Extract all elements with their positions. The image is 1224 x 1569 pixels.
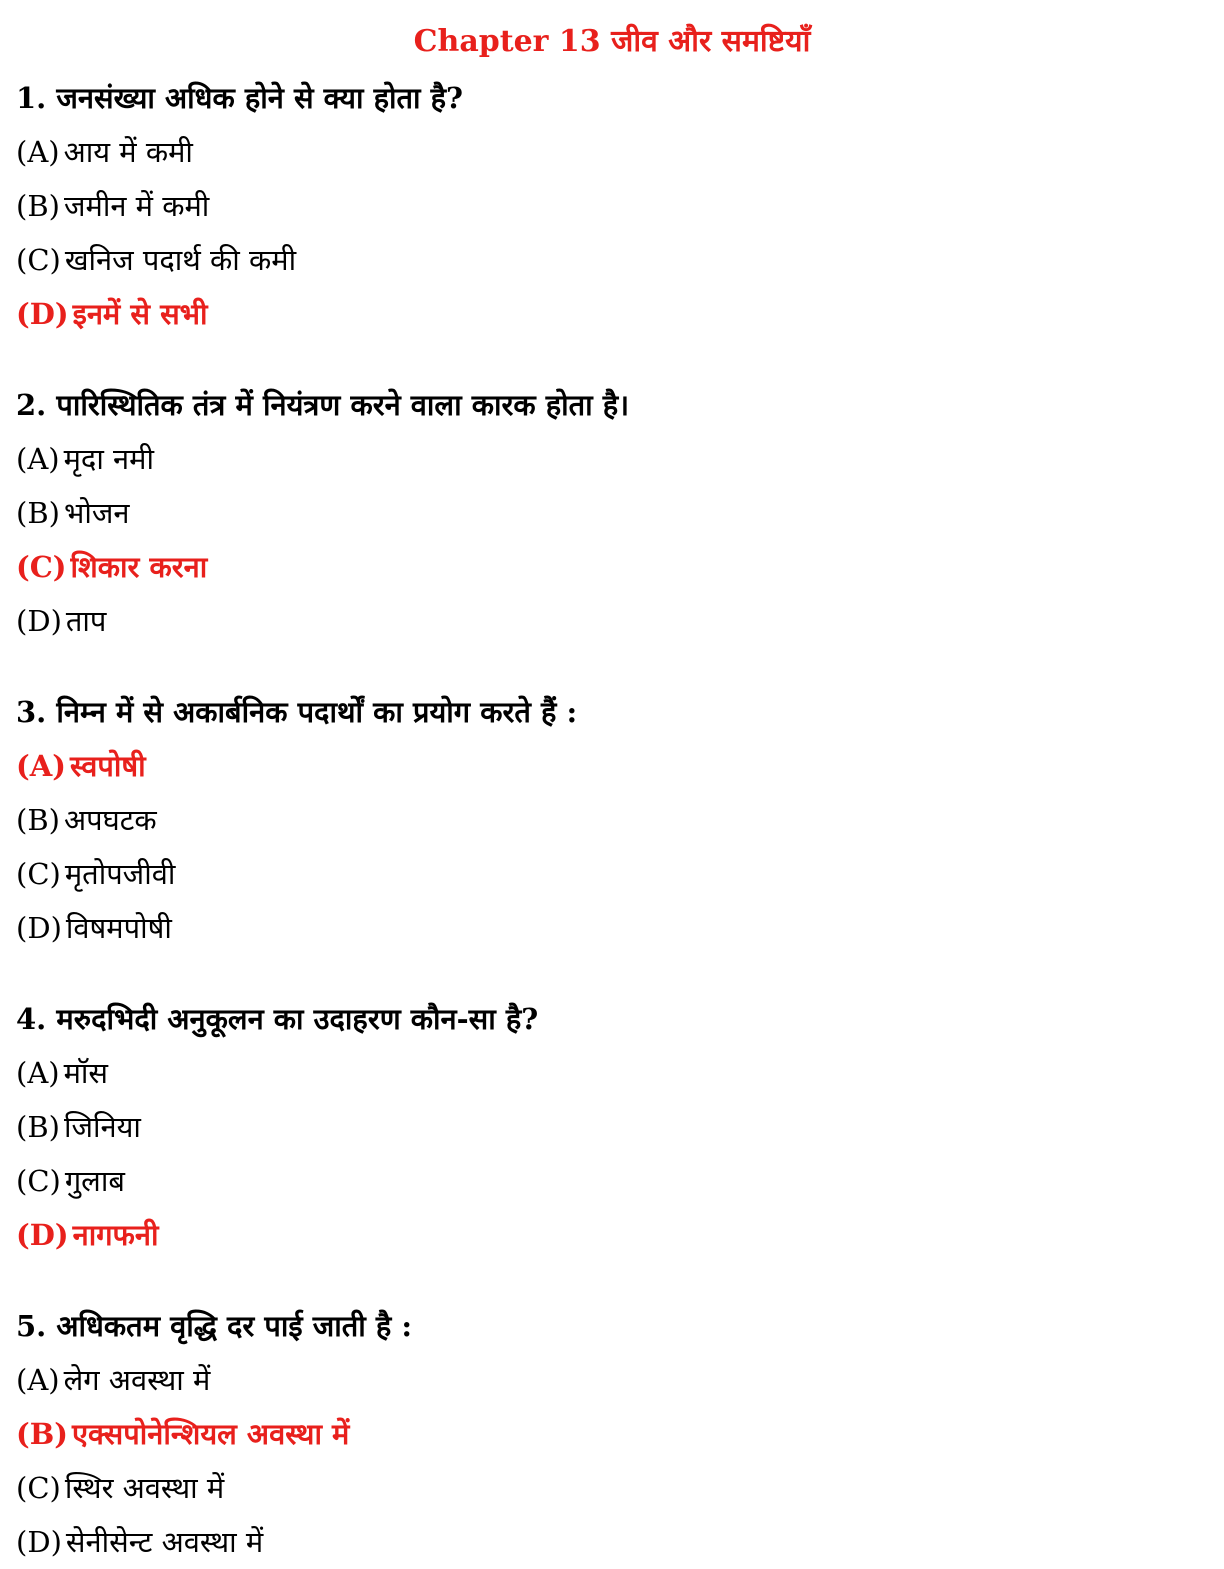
- option-letter: (C): [16, 1471, 61, 1505]
- option-text: सेनीसेन्ट अवस्था में: [65, 1525, 264, 1559]
- option-text: मॉस: [63, 1056, 109, 1090]
- option-letter: (B): [16, 803, 60, 837]
- option-a: [16, 1046, 1206, 1100]
- question-number: 5.: [16, 1309, 47, 1343]
- option-letter: (B): [16, 1110, 60, 1144]
- option-letter: (A): [16, 135, 60, 169]
- option-d: [16, 901, 1206, 955]
- option-text: स्थिर अवस्था में: [64, 1471, 225, 1505]
- question-label: जनसंख्या अधिक होने से क्या होता है?: [56, 81, 464, 115]
- question-label: मरुदभिदी अनुकूलन का उदाहरण कौन-सा है?: [56, 1002, 539, 1036]
- option-text: लेग अवस्था में: [63, 1363, 211, 1397]
- option-letter: (D): [16, 1525, 62, 1559]
- option-text: गुलाब: [64, 1164, 125, 1198]
- option-text: विषमपोषी: [65, 911, 172, 945]
- question-label: निम्न में से अकार्बनिक पदार्थों का प्रयोग करते हैं :: [56, 695, 578, 729]
- question-3: [16, 685, 1206, 955]
- option-d: [16, 1515, 1206, 1569]
- option-letter: (B): [16, 1417, 68, 1451]
- option-text: भोजन: [63, 496, 130, 530]
- option-b: [16, 1100, 1206, 1154]
- option-text: आय में कमी: [63, 135, 193, 169]
- option-a: [16, 1353, 1206, 1407]
- option-text: शिकार करना: [70, 550, 208, 584]
- option-text: ताप: [65, 604, 107, 638]
- option-letter: (A): [16, 1056, 60, 1090]
- question-number: 4.: [16, 1002, 47, 1036]
- option-c: [16, 1461, 1206, 1515]
- option-text: जमीन में कमी: [63, 189, 210, 223]
- option-letter: (B): [16, 189, 60, 223]
- option-text: अपघटक: [63, 803, 157, 837]
- correct-option-d: [16, 287, 1206, 341]
- option-letter: (D): [16, 604, 62, 638]
- question-text: [16, 1299, 1206, 1353]
- option-letter: (C): [16, 243, 61, 277]
- question-label: अधिकतम वृद्धि दर पाई जाती है :: [56, 1309, 413, 1343]
- question-text: [16, 992, 1206, 1046]
- correct-option-a: [16, 739, 1206, 793]
- option-letter: (A): [16, 442, 60, 476]
- option-letter: (C): [16, 857, 61, 891]
- option-text: मृदा नमी: [63, 442, 154, 476]
- option-c: [16, 1154, 1206, 1208]
- question-1: [16, 71, 1206, 341]
- question-4: [16, 992, 1206, 1262]
- correct-option-c: [16, 540, 1206, 594]
- option-letter: (A): [16, 1363, 60, 1397]
- option-text: इनमें से सभी: [72, 297, 208, 331]
- question-text: [16, 685, 1206, 739]
- correct-option-d: [16, 1208, 1206, 1262]
- option-text: मृतोपजीवी: [64, 857, 176, 891]
- question-5: [16, 1299, 1206, 1569]
- option-letter: (D): [16, 911, 62, 945]
- option-b: [16, 486, 1206, 540]
- option-a: [16, 125, 1206, 179]
- option-letter: (C): [16, 550, 67, 584]
- option-d: [16, 594, 1206, 648]
- page-title: Chapter 13 जीव और समष्टियाँ: [413, 24, 811, 59]
- option-letter: (D): [16, 1218, 69, 1252]
- question-text: [16, 378, 1206, 432]
- question-2: [16, 378, 1206, 648]
- option-text: एक्सपोनेन्शियल अवस्था में: [71, 1417, 350, 1451]
- option-text: स्वपोषी: [69, 749, 146, 783]
- question-number: 2.: [16, 388, 47, 422]
- option-letter: (B): [16, 496, 60, 530]
- option-b: [16, 793, 1206, 847]
- option-letter: (C): [16, 1164, 61, 1198]
- option-text: जिनिया: [63, 1110, 141, 1144]
- question-label: पारिस्थितिक तंत्र में नियंत्रण करने वाला कारक होता है।: [56, 388, 630, 422]
- correct-option-b: [16, 1407, 1206, 1461]
- option-c: [16, 847, 1206, 901]
- option-letter: (A): [16, 749, 66, 783]
- question-number: 1.: [16, 81, 47, 115]
- option-c: [16, 233, 1206, 287]
- option-a: [16, 432, 1206, 486]
- question-number: 3.: [16, 695, 47, 729]
- question-text: [16, 71, 1206, 125]
- option-b: [16, 179, 1206, 233]
- option-letter: (D): [16, 297, 69, 331]
- option-text: नागफनी: [72, 1218, 159, 1252]
- option-text: खनिज पदार्थ की कमी: [64, 243, 297, 277]
